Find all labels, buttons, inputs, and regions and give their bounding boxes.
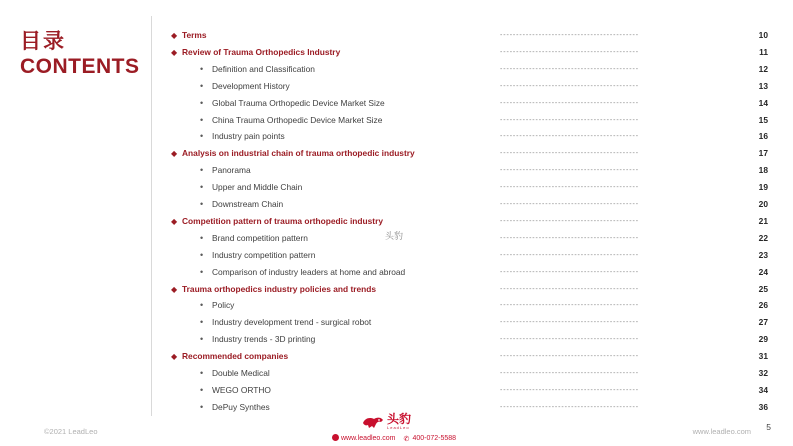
toc-leader-dots: -------------------------------------------: [500, 184, 639, 192]
contact-web[interactable]: www.leadleo.com: [341, 435, 396, 442]
toc-page-number: 19: [758, 182, 768, 193]
toc-subsection-row[interactable]: [0, 61, 793, 78]
leadleo-logo: [362, 413, 411, 430]
toc-page-number: 26: [758, 300, 768, 311]
toc-subsection-row[interactable]: [0, 314, 793, 331]
leopard-icon: [362, 414, 384, 430]
toc-entry-label: DePuy Synthes: [212, 401, 270, 412]
bullet-icon: •: [200, 114, 204, 125]
bullet-icon: •: [200, 80, 204, 91]
footer-copyright: ©2021 LeadLeo: [44, 427, 98, 436]
bullet-icon: •: [200, 266, 204, 277]
toc-page-number: 13: [758, 80, 768, 91]
toc-section-row[interactable]: [0, 348, 793, 365]
bullet-icon: •: [200, 368, 204, 378]
bullet-icon: •: [200, 401, 204, 412]
toc-entry-label: Downstream Chain: [212, 199, 284, 209]
heading-en: CONTENTS: [20, 55, 140, 78]
toc-page-number: 11: [759, 46, 768, 57]
toc-leader-dots: -------------------------------------------: [500, 234, 639, 242]
toc-leader-dots: -------------------------------------------: [500, 32, 639, 39]
contact-line: [332, 434, 456, 442]
toc-subsection-row[interactable]: [0, 78, 793, 95]
toc-subsection-row[interactable]: [0, 247, 793, 264]
toc-section-row[interactable]: [0, 44, 793, 61]
toc-page-number: 31: [758, 351, 768, 362]
toc-entry-label: WEGO ORTHO: [212, 384, 271, 395]
toc-page-number: 17: [758, 148, 768, 159]
footer-website[interactable]: www.leadleo.com: [692, 427, 751, 436]
toc-entry-label: Global Trauma Orthopedic Device Market Size: [212, 97, 385, 108]
toc-page-number: 24: [758, 266, 768, 277]
toc-leader-dots: -------------------------------------------: [500, 65, 639, 73]
logo-text-en: LeadLeo: [387, 425, 410, 430]
bullet-icon: •: [200, 300, 204, 311]
toc-leader-dots: -------------------------------------------: [500, 116, 639, 124]
toc-page-number: 21: [758, 215, 768, 226]
bullet-icon: •: [200, 334, 204, 345]
toc-subsection-row[interactable]: [0, 331, 793, 348]
logo-text-cn: 头豹: [387, 412, 412, 426]
toc-leader-dots: -------------------------------------------: [500, 48, 639, 56]
bullet-icon: •: [200, 232, 204, 243]
toc-leader-dots: -------------------------------------------: [500, 302, 639, 310]
bullet-icon: •: [200, 165, 204, 176]
toc-section-row[interactable]: [0, 27, 793, 44]
diamond-icon: ◆: [171, 47, 178, 57]
toc-subsection-row[interactable]: [0, 128, 793, 145]
toc-entry-label: Industry development trend - surgical robot: [212, 317, 372, 328]
toc-page-number: 15: [758, 114, 768, 125]
toc-section-row[interactable]: [0, 145, 793, 162]
toc-page-number: 25: [758, 283, 768, 294]
toc-entry-label: China Trauma Orthopedic Device Market Size: [212, 114, 383, 125]
toc-entry-label: Development History: [212, 80, 290, 91]
bullet-icon: •: [200, 97, 204, 108]
toc-page-number: 10: [758, 30, 768, 40]
toc-page-number: 23: [758, 249, 768, 260]
toc-leader-dots: -------------------------------------------: [500, 217, 639, 225]
toc-subsection-row[interactable]: [0, 179, 793, 196]
toc-leader-dots: -------------------------------------------: [500, 82, 639, 90]
toc-page-number: 18: [758, 165, 768, 176]
toc-entry-label: Panorama: [212, 165, 251, 176]
bullet-icon: •: [200, 131, 204, 142]
toc-leader-dots: -------------------------------------------: [500, 133, 639, 141]
phone-icon: ✆: [403, 435, 410, 443]
diamond-icon: ◆: [171, 284, 178, 294]
toc-page-number: 16: [758, 131, 768, 142]
toc-leader-dots: -------------------------------------------: [500, 336, 639, 344]
toc-leader-dots: -------------------------------------------: [500, 201, 639, 208]
toc-leader-dots: -------------------------------------------: [500, 285, 639, 293]
toc-entry-label: Review of Trauma Orthopedics Industry: [182, 46, 341, 57]
toc-leader-dots: -------------------------------------------: [500, 251, 639, 259]
toc-leader-dots: -------------------------------------------: [500, 403, 639, 411]
toc-subsection-row[interactable]: [0, 112, 793, 129]
toc-subsection-row[interactable]: [0, 365, 793, 382]
toc-entry-label: Recommended companies: [182, 351, 289, 362]
toc-entry-label: Analysis on industrial chain of trauma orthopedic industry: [182, 148, 415, 159]
toc-leader-dots: -------------------------------------------: [500, 167, 639, 175]
toc-entry-label: Double Medical: [212, 368, 270, 378]
diamond-icon: ◆: [171, 216, 178, 226]
toc-leader-dots: -------------------------------------------: [500, 268, 639, 276]
diamond-icon: ◆: [171, 352, 178, 362]
bullet-icon: •: [200, 182, 204, 193]
toc-entry-label: Brand competition pattern: [212, 232, 308, 243]
page-number: 5: [766, 422, 771, 432]
toc-subsection-row[interactable]: [0, 95, 793, 112]
toc-entry-label: Industry trends - 3D printing: [212, 334, 316, 345]
toc-page-number: 32: [758, 368, 768, 378]
toc-page-number: 14: [758, 97, 768, 108]
web-icon: [332, 434, 339, 441]
toc-section-row[interactable]: [0, 281, 793, 298]
contact-phone[interactable]: 400-072-5588: [412, 434, 457, 442]
toc-page-number: 22: [758, 232, 768, 243]
toc-entry-label: Comparison of industry leaders at home and abroad: [212, 266, 406, 277]
toc-subsection-row[interactable]: [0, 297, 793, 314]
toc-leader-dots: -------------------------------------------: [500, 99, 639, 107]
bullet-icon: •: [200, 384, 204, 395]
toc-page-number: 27: [758, 317, 768, 328]
toc-entry-label: Upper and Middle Chain: [212, 182, 303, 193]
watermark: 头豹: [385, 231, 404, 241]
toc-entry-label: Policy: [212, 300, 235, 311]
toc-page-number: 29: [758, 334, 768, 345]
toc-page-number: 20: [758, 199, 768, 209]
toc-leader-dots: -------------------------------------------: [500, 150, 639, 158]
toc-leader-dots: -------------------------------------------: [500, 319, 639, 327]
toc-entry-label: Trauma orthopedics industry policies and trends: [182, 283, 377, 294]
toc-entry-label: Competition pattern of trauma orthopedic industry: [182, 215, 384, 226]
toc-page-number: 12: [758, 63, 768, 74]
bullet-icon: •: [200, 199, 204, 209]
diamond-icon: ◆: [171, 149, 178, 159]
bullet-icon: •: [200, 63, 204, 74]
heading-cn: 目录: [20, 30, 66, 53]
toc-subsection-row[interactable]: [0, 196, 793, 213]
toc-entry-label: Definition and Classification: [212, 63, 315, 74]
toc-leader-dots: -------------------------------------------: [500, 353, 639, 361]
toc-entry-label: Industry competition pattern: [212, 249, 316, 260]
toc-page-number: 36: [758, 401, 768, 412]
toc-page-number: 34: [758, 384, 768, 395]
bullet-icon: •: [200, 317, 204, 328]
toc-subsection-row[interactable]: [0, 382, 793, 399]
toc-section-row[interactable]: [0, 213, 793, 230]
toc-leader-dots: -------------------------------------------: [500, 370, 639, 377]
toc-subsection-row[interactable]: [0, 162, 793, 179]
toc-leader-dots: -------------------------------------------: [500, 386, 639, 394]
bullet-icon: •: [200, 249, 204, 260]
diamond-icon: ◆: [171, 31, 178, 40]
toc-entry-label: Terms: [182, 30, 207, 40]
toc-entry-label: Industry pain points: [212, 131, 285, 142]
toc-subsection-row[interactable]: [0, 264, 793, 281]
